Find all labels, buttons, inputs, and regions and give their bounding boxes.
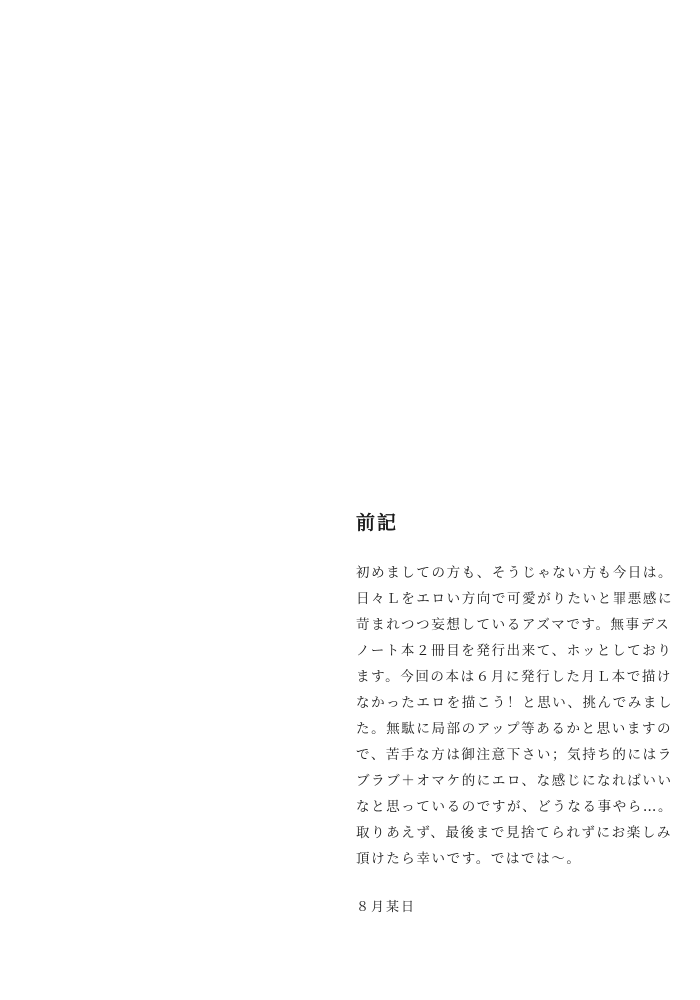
body-line: なかったエロを描こう！と思い、挑んでみまし <box>356 695 674 711</box>
body-line: で、苦手な方は御注意下さい；気持ち的にはラ <box>356 747 673 763</box>
body-line: なと思っているのですが、どうなる事やら…。 <box>356 799 674 815</box>
body-line: 日々Ｌをエロい方向で可愛がりたいと罪悪感に <box>356 591 674 607</box>
body-line: ます。今回の本は６月に発行した月Ｌ本で描け <box>356 669 673 685</box>
date-signature: ８月某日 <box>356 900 417 915</box>
body-line: ブラブ＋オマケ的にエロ、な感じになればいい <box>356 773 673 789</box>
afterword-section <box>356 510 686 918</box>
body-line: 苛まれつつ妄想しているアズマです。無事デス <box>356 617 671 633</box>
body-line: 初めましての方も、そうじゃない方も今日は。 <box>356 565 674 581</box>
body-line: ノート本２冊目を発行出来て、ホッとしており <box>356 643 673 659</box>
section-heading: 前記 <box>356 512 399 534</box>
body-line: た。無駄に局部のアップ等あるかと思いますの <box>356 721 673 737</box>
body-line: 取りあえず、最後まで見捨てられずにお楽しみ <box>356 825 673 841</box>
body-line: 頂けたら幸いです。ではでは～。 <box>356 851 582 867</box>
body-text <box>356 560 686 872</box>
